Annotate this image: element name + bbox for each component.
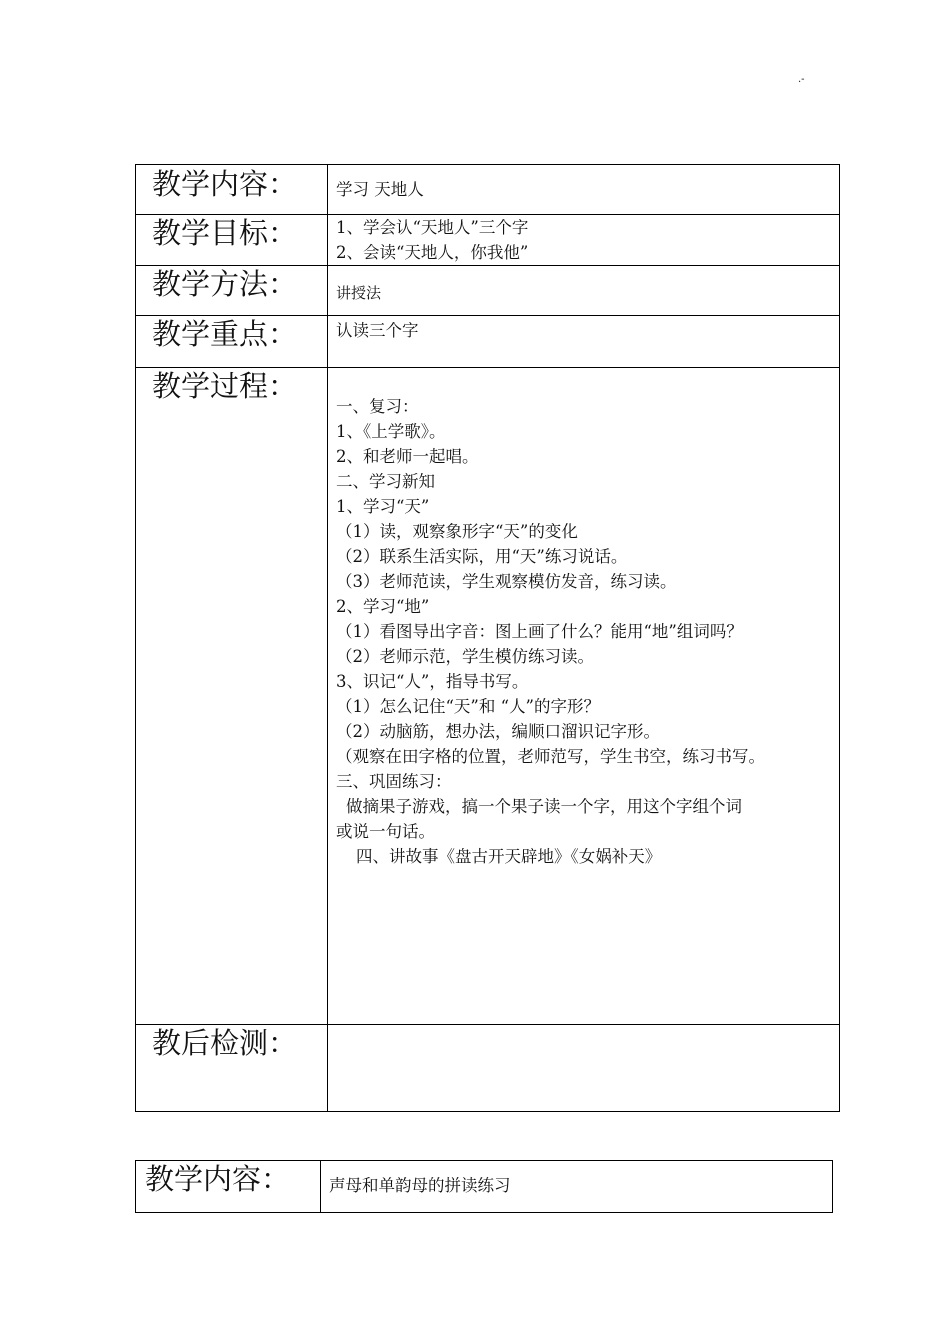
process-line: （1）怎么记住“天”和 “人”的字形？ bbox=[336, 697, 600, 716]
goal-line-1: 1、学会认“天地人”三个字 bbox=[336, 218, 529, 237]
lesson-plan-table-2 bbox=[135, 1160, 833, 1213]
process-line: （3）老师范读，学生观察模仿发音，练习读。 bbox=[336, 572, 677, 591]
process-line: 四、讲故事《盘古开天辟地》《女娲补天》 bbox=[356, 847, 662, 866]
value-process bbox=[328, 368, 840, 1025]
process-line: 或说一句话。 bbox=[336, 822, 435, 841]
process-line: （1）看图导出字音：图上画了什么？能用“地”组词吗？ bbox=[336, 622, 743, 641]
label-assessment: 教后检测： bbox=[136, 1025, 328, 1112]
process-line: 3、识记“人”，指导书写。 bbox=[336, 672, 529, 691]
key-points-line: 认读三个字 bbox=[336, 321, 419, 340]
process-line: 2、和老师一起唱。 bbox=[336, 447, 479, 466]
process-line: 做摘果子游戏，搞一个果子读一个字，用这个字组个词 bbox=[346, 797, 742, 816]
lesson-plan-table-1 bbox=[135, 164, 840, 1112]
value-content bbox=[328, 165, 840, 215]
content-line: 声母和单韵母的拼读练习 bbox=[329, 1176, 511, 1195]
goal-line-2: 2、会读“天地人，你我他” bbox=[336, 243, 529, 262]
process-line: 二、学习新知 bbox=[336, 472, 435, 491]
content-line: 学习 天地人 bbox=[336, 180, 424, 199]
label-content: 教学内容： bbox=[136, 165, 328, 215]
page-corner-mark: .- bbox=[798, 74, 805, 85]
process-line: 1、学习“天” bbox=[336, 497, 430, 516]
process-line: 1、《上学歌》。 bbox=[336, 422, 446, 441]
row-content bbox=[136, 165, 840, 215]
process-line: （观察在田字格的位置，老师范写，学生书空，练习书写。 bbox=[336, 747, 765, 766]
row-key-points bbox=[136, 316, 840, 368]
process-line: （2）动脑筋，想办法，编顺口溜识记字形。 bbox=[336, 722, 660, 741]
process-line: 三、巩固练习： bbox=[336, 772, 452, 791]
row-goals bbox=[136, 215, 840, 266]
process-line: （2）老师示范，学生模仿练习读。 bbox=[336, 647, 594, 666]
value-content bbox=[321, 1161, 833, 1213]
row-assessment bbox=[136, 1025, 840, 1112]
label-content: 教学内容： bbox=[136, 1161, 321, 1213]
label-key-points: 教学重点： bbox=[136, 316, 328, 368]
process-line: （2）联系生活实际，用“天”练习说话。 bbox=[336, 547, 628, 566]
value-method bbox=[328, 266, 840, 316]
row-process bbox=[136, 368, 840, 1025]
row-content bbox=[136, 1161, 833, 1213]
process-line: 2、学习“地” bbox=[336, 597, 430, 616]
process-line: 一、复习： bbox=[336, 397, 419, 416]
value-assessment bbox=[328, 1025, 840, 1112]
label-goals: 教学目标： bbox=[136, 215, 328, 266]
process-line: （1）读，观察象形字“天”的变化 bbox=[336, 522, 578, 541]
value-key-points bbox=[328, 316, 840, 368]
label-process: 教学过程： bbox=[136, 368, 328, 1025]
method-line: 讲授法 bbox=[336, 284, 382, 302]
value-goals bbox=[328, 215, 840, 266]
label-method: 教学方法： bbox=[136, 266, 328, 316]
row-method bbox=[136, 266, 840, 316]
